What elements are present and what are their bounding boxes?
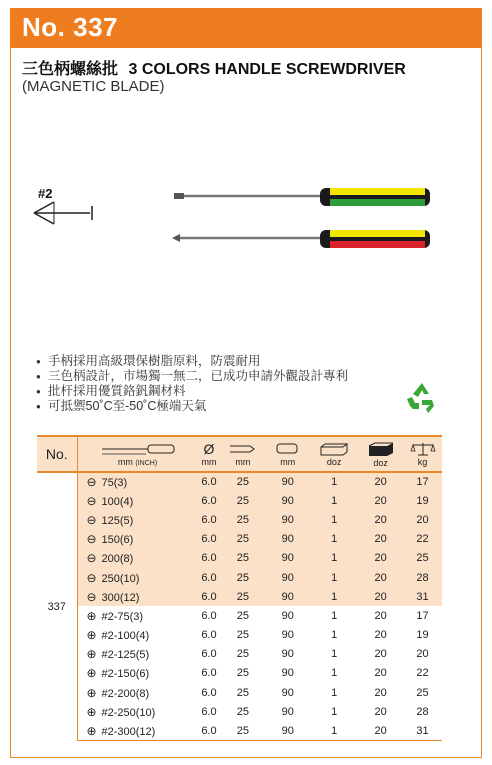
blade-cell: 25 bbox=[220, 587, 265, 606]
title-bar bbox=[10, 8, 482, 48]
blade-cell: 25 bbox=[220, 568, 265, 587]
blade-cell: 25 bbox=[220, 721, 265, 740]
handle-cell: 90 bbox=[265, 549, 310, 568]
outer-cell: 20 bbox=[358, 472, 403, 491]
handle-cell: 90 bbox=[265, 472, 310, 491]
size-value: #2-150(6) bbox=[101, 668, 150, 681]
kg-cell: 22 bbox=[403, 530, 442, 549]
model-number-cell: 337 bbox=[37, 472, 77, 741]
feature-list bbox=[36, 354, 348, 414]
size-value: 250(10) bbox=[101, 572, 140, 585]
weight-unit: kg bbox=[417, 456, 428, 467]
product-name-en: 3 COLORS HANDLE SCREWDRIVER bbox=[128, 61, 406, 78]
product-subtitle: (MAGNETIC BLADE) bbox=[22, 78, 165, 95]
outer-cell: 20 bbox=[358, 530, 403, 549]
blade-cell: 25 bbox=[220, 472, 265, 491]
blade-cell: 25 bbox=[220, 530, 265, 549]
dia-cell: 6.0 bbox=[201, 686, 217, 699]
dia-cell: 6.0 bbox=[201, 609, 217, 622]
dia-cell: 6.0 bbox=[198, 721, 221, 740]
phillips-tip-icon: ⊕ bbox=[86, 666, 97, 681]
dia-cell: 6.0 bbox=[201, 629, 217, 642]
tip-size-label: #2 bbox=[38, 186, 53, 201]
dia-cell: 6.0 bbox=[201, 705, 217, 718]
phillips-tip-icon: ⊕ bbox=[86, 723, 97, 738]
inner-cell: 1 bbox=[331, 667, 338, 680]
handle-cell: 90 bbox=[281, 629, 294, 642]
table-row bbox=[37, 491, 442, 510]
header-weight bbox=[403, 436, 442, 472]
handle-icon bbox=[273, 442, 303, 456]
blade-cell: 25 bbox=[220, 510, 265, 529]
inner-cell: 1 bbox=[310, 491, 358, 510]
handle-cell: 90 bbox=[265, 568, 310, 587]
size-cell bbox=[77, 530, 198, 549]
spec-table-body bbox=[37, 472, 442, 741]
inner-cell: 1 bbox=[331, 629, 338, 642]
header-no: No. bbox=[37, 436, 77, 472]
screwdriver-image bbox=[170, 176, 450, 256]
outer-cell: 20 bbox=[374, 667, 387, 680]
size-cell bbox=[77, 626, 198, 645]
dia-cell: 6.0 bbox=[198, 510, 221, 529]
size-cell bbox=[77, 664, 198, 683]
size-value: #2-75(3) bbox=[101, 610, 144, 623]
product-title bbox=[22, 56, 406, 79]
size-value: 300(12) bbox=[101, 591, 140, 604]
dia-cell: 6.0 bbox=[198, 491, 221, 510]
kg-cell: 31 bbox=[403, 587, 442, 606]
handle-unit: mm bbox=[280, 456, 296, 467]
feature-item: ● 批杆採用優質鉻釩鋼材料 bbox=[36, 384, 348, 399]
kg-cell: 28 bbox=[416, 705, 429, 718]
outer-cell: 20 bbox=[374, 648, 387, 661]
inner-box-unit: doz bbox=[326, 456, 342, 467]
size-value: #2-250(10) bbox=[101, 706, 156, 719]
recycle-icon bbox=[404, 380, 440, 416]
carton-icon bbox=[366, 441, 396, 457]
product-number: No. 337 bbox=[22, 12, 118, 42]
inner-cell: 1 bbox=[331, 705, 338, 718]
diameter-symbol: Ø bbox=[203, 440, 215, 457]
handle-cell: 90 bbox=[265, 721, 310, 740]
handle-cell: 90 bbox=[265, 530, 310, 549]
size-cell bbox=[77, 721, 198, 740]
length-unit: mm (INCH) bbox=[117, 456, 158, 467]
outer-cell: 20 bbox=[358, 587, 403, 606]
blade-cell: 25 bbox=[236, 629, 249, 642]
handle-cell: 90 bbox=[265, 587, 310, 606]
inner-cell: 1 bbox=[331, 609, 338, 622]
header-length bbox=[77, 436, 198, 472]
kg-cell: 19 bbox=[416, 629, 429, 642]
kg-cell: 17 bbox=[403, 472, 442, 491]
table-row bbox=[37, 549, 442, 568]
kg-cell: 20 bbox=[403, 510, 442, 529]
header-diameter bbox=[198, 436, 221, 472]
size-value: 125(5) bbox=[101, 514, 134, 527]
size-cell bbox=[77, 549, 198, 568]
slotted-tip-icon: ⊖ bbox=[86, 570, 97, 585]
table-row bbox=[37, 510, 442, 529]
diameter-unit: mm bbox=[201, 456, 217, 467]
outer-cell: 20 bbox=[358, 568, 403, 587]
size-cell bbox=[77, 587, 198, 606]
inner-cell: 1 bbox=[310, 568, 358, 587]
table-row bbox=[37, 530, 442, 549]
outer-cell: 20 bbox=[358, 549, 403, 568]
dia-cell: 6.0 bbox=[198, 549, 221, 568]
outer-cell: 20 bbox=[358, 721, 403, 740]
inner-cell: 1 bbox=[310, 510, 358, 529]
table-row bbox=[37, 587, 442, 606]
table-row bbox=[37, 606, 442, 625]
slotted-tip-icon: ⊖ bbox=[86, 589, 97, 604]
blade-unit: mm bbox=[235, 456, 251, 467]
slotted-tip-icon: ⊖ bbox=[86, 551, 97, 566]
table-row bbox=[37, 645, 442, 664]
inner-cell: 1 bbox=[310, 587, 358, 606]
size-value: 75(3) bbox=[101, 477, 128, 490]
handle-cell: 90 bbox=[281, 705, 294, 718]
feature-item: ● 可抵禦50˚C至-50˚C極端天氣 bbox=[36, 399, 348, 414]
size-value: #2-125(5) bbox=[101, 649, 150, 662]
header-blade bbox=[220, 436, 265, 472]
slotted-tip-icon: ⊖ bbox=[86, 493, 97, 508]
outer-cell: 20 bbox=[358, 491, 403, 510]
blade-icon bbox=[228, 442, 258, 456]
phillips-tip-icon: ⊕ bbox=[86, 647, 97, 662]
size-cell bbox=[77, 645, 198, 664]
size-cell bbox=[77, 491, 198, 510]
dia-cell: 6.0 bbox=[201, 648, 217, 661]
handle-cell: 90 bbox=[281, 609, 294, 622]
kg-cell: 25 bbox=[403, 549, 442, 568]
dia-cell: 6.0 bbox=[201, 667, 217, 680]
inner-cell: 1 bbox=[310, 530, 358, 549]
blade-cell: 25 bbox=[236, 609, 249, 622]
inner-box-icon bbox=[318, 442, 350, 456]
outer-carton-unit: doz bbox=[373, 457, 388, 468]
size-value: 200(8) bbox=[101, 553, 134, 566]
blade-cell: 25 bbox=[236, 705, 249, 718]
size-value: 150(6) bbox=[101, 534, 134, 547]
size-value: #2-100(4) bbox=[101, 630, 150, 643]
handle-cell: 90 bbox=[281, 686, 294, 699]
header-inner-box bbox=[310, 436, 358, 472]
kg-cell: 20 bbox=[416, 648, 429, 661]
handle-cell: 90 bbox=[281, 648, 294, 661]
handle-cell: 90 bbox=[281, 667, 294, 680]
outer-cell: 20 bbox=[374, 629, 387, 642]
inner-cell: 1 bbox=[310, 472, 358, 491]
table-row bbox=[37, 702, 442, 721]
product-name-zh: 三色柄螺絲批 bbox=[22, 61, 119, 78]
slotted-tip-icon: ⊖ bbox=[86, 512, 97, 527]
inner-cell: 1 bbox=[310, 549, 358, 568]
size-cell bbox=[77, 702, 198, 721]
header-outer-carton bbox=[358, 436, 403, 472]
kg-cell: 28 bbox=[403, 568, 442, 587]
header-handle bbox=[265, 436, 310, 472]
phillips-tip-diagram-icon bbox=[30, 198, 100, 228]
inner-cell: 1 bbox=[331, 648, 338, 661]
phillips-tip-icon: ⊕ bbox=[86, 704, 97, 719]
phillips-tip-icon: ⊕ bbox=[86, 685, 97, 700]
feature-item: ● 手柄採用高級環保樹脂原料，防震耐用 bbox=[36, 354, 348, 369]
slotted-tip-icon: ⊖ bbox=[86, 532, 97, 547]
blade-cell: 25 bbox=[236, 667, 249, 680]
inner-cell: 1 bbox=[331, 686, 338, 699]
size-value: 100(4) bbox=[101, 495, 134, 508]
scale-icon bbox=[410, 442, 436, 456]
dia-cell: 6.0 bbox=[198, 530, 221, 549]
spec-header-row bbox=[37, 436, 442, 472]
feature-item: ● 三色柄設計，市場獨一無二，已成功申請外觀設計專利 bbox=[36, 369, 348, 384]
size-cell bbox=[77, 683, 198, 702]
size-cell bbox=[77, 606, 198, 625]
slotted-tip-icon: ⊖ bbox=[86, 475, 97, 490]
dia-cell: 6.0 bbox=[198, 472, 221, 491]
table-row bbox=[37, 472, 442, 491]
handle-cell: 90 bbox=[265, 491, 310, 510]
outer-cell: 20 bbox=[374, 686, 387, 699]
kg-cell: 19 bbox=[403, 491, 442, 510]
dia-cell: 6.0 bbox=[198, 587, 221, 606]
size-cell bbox=[77, 568, 198, 587]
blade-cell: 25 bbox=[220, 549, 265, 568]
dia-cell: 6.0 bbox=[198, 568, 221, 587]
phillips-tip-icon: ⊕ bbox=[86, 628, 97, 643]
size-value: #2-300(12) bbox=[101, 725, 156, 738]
table-row bbox=[37, 721, 442, 740]
phillips-tip-icon: ⊕ bbox=[86, 608, 97, 623]
size-cell bbox=[77, 472, 198, 491]
kg-cell: 17 bbox=[416, 609, 429, 622]
spec-table bbox=[37, 435, 442, 741]
blade-cell: 25 bbox=[236, 686, 249, 699]
outer-cell: 20 bbox=[358, 510, 403, 529]
blade-cell: 25 bbox=[220, 491, 265, 510]
outer-cell: 20 bbox=[374, 705, 387, 718]
size-value: #2-200(8) bbox=[101, 687, 150, 700]
kg-cell: 22 bbox=[416, 667, 429, 680]
table-row bbox=[37, 683, 442, 702]
screwdriver-length-icon bbox=[98, 442, 178, 456]
outer-cell: 20 bbox=[374, 609, 387, 622]
size-cell bbox=[77, 510, 198, 529]
blade-cell: 25 bbox=[236, 648, 249, 661]
table-row bbox=[37, 664, 442, 683]
inner-cell: 1 bbox=[310, 721, 358, 740]
table-row bbox=[37, 626, 442, 645]
kg-cell: 25 bbox=[416, 686, 429, 699]
kg-cell: 31 bbox=[403, 721, 442, 740]
handle-cell: 90 bbox=[265, 510, 310, 529]
table-row bbox=[37, 568, 442, 587]
